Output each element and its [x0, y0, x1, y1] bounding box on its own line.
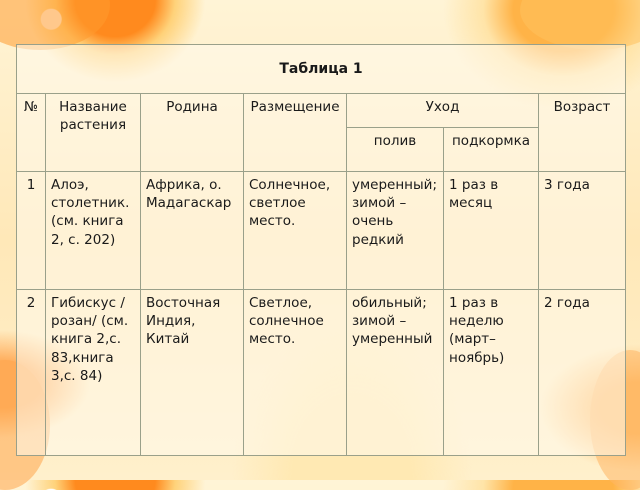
row-name: Алоэ, столетник. (см. книга 2, с. 202)	[46, 172, 141, 290]
row-age: 3 года	[539, 172, 626, 290]
row-watering: обильный; зимой – умеренный	[347, 290, 444, 456]
header-age: Возраст	[539, 94, 626, 172]
header-name: Название растения	[46, 94, 141, 172]
row-num: 1	[17, 172, 46, 290]
row-placement: Светлое, солнечное место.	[244, 290, 347, 456]
row-num: 2	[17, 290, 46, 456]
background-flower	[520, 0, 640, 50]
header-watering: полив	[347, 128, 444, 172]
header-care: Уход	[347, 94, 539, 128]
row-feeding: 1 раз в неделю (март– ноябрь)	[444, 290, 539, 456]
row-homeland: Африка, о. Мадагаскар	[141, 172, 244, 290]
header-feeding: подкормка	[444, 128, 539, 172]
plants-table	[16, 44, 626, 456]
header-placement: Размещение	[244, 94, 347, 172]
table-row	[17, 172, 626, 290]
row-homeland: Восточная Индия, Китай	[141, 290, 244, 456]
row-age: 2 года	[539, 290, 626, 456]
table-row	[17, 290, 626, 456]
header-num: №	[17, 94, 46, 172]
row-placement: Солнечное, светлое место.	[244, 172, 347, 290]
row-feeding: 1 раз в месяц	[444, 172, 539, 290]
table-title: Таблица 1	[17, 45, 626, 94]
row-watering: умеренный; зимой – очень редкий	[347, 172, 444, 290]
row-name: Гибискус /розан/ (см. книга 2,с. 83,книга 3,с. 84)	[46, 290, 141, 456]
header-homeland: Родина	[141, 94, 244, 172]
background-flower	[0, 0, 110, 50]
